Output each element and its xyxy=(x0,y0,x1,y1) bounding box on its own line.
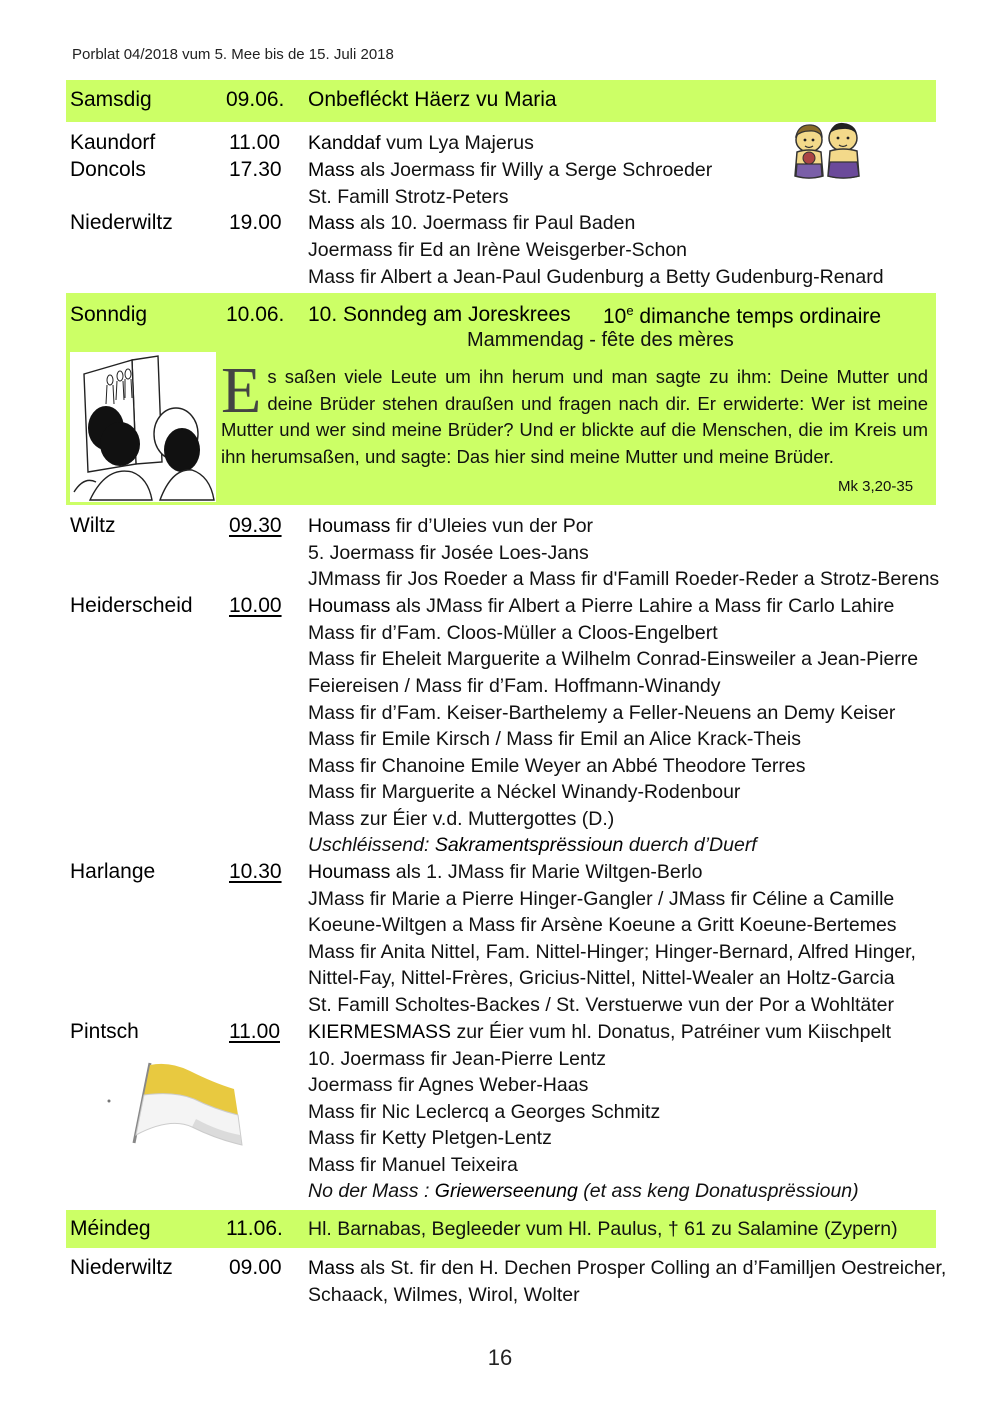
entry-line: Houmass als JMass fir Albert a Pierre Lahire a Mass fir Carlo Lahire xyxy=(308,595,895,617)
date-saturday: 09.06. xyxy=(226,88,285,111)
gospel-illustration xyxy=(70,352,216,502)
place-niederwiltz: Niederwiltz xyxy=(70,211,173,234)
time-wiltz: 09.30 xyxy=(229,514,282,537)
entry-line: Joermass fir Agnes Weber-Haas xyxy=(308,1074,589,1096)
entry-line: Feiereisen / Mass fir d’Fam. Hoffmann-Winandy xyxy=(308,675,721,697)
entry-line: St. Famill Scholtes-Backes / St. Verstuerwe vun der Por a Wohltäter xyxy=(308,994,894,1016)
entry-line: 10. Joermass fir Jean-Pierre Lentz xyxy=(308,1048,607,1070)
entry-line: Mass fir Albert a Jean-Paul Gudenburg a Betty Gudenburg-Renard xyxy=(308,266,884,288)
time-niederwiltz: 19.00 xyxy=(229,211,282,234)
gospel-illustration-frame xyxy=(70,352,216,502)
time-heiderscheid: 10.00 xyxy=(229,594,282,617)
entry-line: Mass fir Anita Nittel, Fam. Nittel-Hinger; Hinger-Bernard, Alfred Hinger, xyxy=(308,941,916,963)
place-harlange: Harlange xyxy=(70,860,156,883)
entry-note: Uschléissend: Sakramentsprëssioun duerch d’Duerf xyxy=(308,834,757,856)
entry-line: Kanddaf vum Lya Majerus xyxy=(308,132,534,154)
entry-line: St. Famill Strotz-Peters xyxy=(308,186,509,208)
entry-line: Mass fir d’Fam. Keiser-Barthelemy a Feller-Neuens an Demy Keiser xyxy=(308,702,896,724)
entry-line: Mass fir Chanoine Emile Weyer an Abbé Theodore Terres xyxy=(308,755,806,777)
time-pintsch: 11.00 xyxy=(229,1020,280,1043)
time-doncols: 17.30 xyxy=(229,158,282,181)
gospel-reference: Mk 3,20-35 xyxy=(838,478,914,495)
entry-line: 5. Joermass fir Josée Loes-Jans xyxy=(308,542,589,564)
day-saturday: Samsdig xyxy=(70,88,152,111)
entry-line: Mass zur Éier v.d. Muttergottes (D.) xyxy=(308,808,615,830)
title-saturday: Onbefléckt Häerz vu Maria xyxy=(308,88,557,111)
place-wiltz: Wiltz xyxy=(70,514,116,537)
entry-line: Mass als Joermass fir Willy a Serge Schroeder xyxy=(308,159,713,181)
place-pintsch: Pintsch xyxy=(70,1020,139,1043)
date-sunday: 10.06. xyxy=(226,303,285,326)
time-kaundorf: 11.00 xyxy=(229,131,280,154)
time-harlange: 10.30 xyxy=(229,860,282,883)
entry-line: JMass fir Marie a Pierre Hinger-Gangler / JMass fir Céline a Camille xyxy=(308,888,895,910)
flag-illustration xyxy=(104,1055,250,1155)
gospel-dropcap: E xyxy=(221,354,262,427)
header-line: Porblat 04/2018 vum 5. Mee bis de 15. Juli 2018 xyxy=(72,46,394,63)
place-kaundorf: Kaundorf xyxy=(70,131,156,154)
time-niederwiltz-monday: 09.00 xyxy=(229,1256,282,1279)
entry-line: Mass fir Manuel Teixeira xyxy=(308,1154,518,1176)
entry-line: JMmass fir Jos Roeder a Mass fir d'Famill Roeder-Reder a Strotz-Berens xyxy=(308,568,940,590)
subtitle-sunday: Mammendag - fête des mères xyxy=(467,329,734,351)
entry-line: Joermass fir Ed an Irène Weisgerber-Schon xyxy=(308,239,687,261)
title-sunday: 10. Sonndeg am Joreskrees xyxy=(308,303,571,326)
entry-line: Mass fir Eheleit Marguerite a Wilhelm Conrad-Einsweiler a Jean-Pierre xyxy=(308,648,919,670)
place-niederwiltz-monday: Niederwiltz xyxy=(70,1256,173,1279)
entry-line: Mass als St. fir den H. Dechen Prosper Colling an d’Familljen Oestreicher, xyxy=(308,1257,947,1279)
place-heiderscheid: Heiderscheid xyxy=(70,594,193,617)
entry-note: No der Mass : Griewerseenung (et ass keng Donatusprëssioun) xyxy=(308,1180,859,1202)
entry-line: Koeune-Wiltgen a Mass fir Arsène Koeune a Gritt Koeune-Bertemes xyxy=(308,914,897,936)
entry-line: Mass fir Nic Leclercq a Georges Schmitz xyxy=(308,1101,661,1123)
entry-line: Mass fir Marguerite a Néckel Winandy-Rodenbour xyxy=(308,781,741,803)
page-number: 16 xyxy=(487,1345,513,1370)
place-doncols: Doncols xyxy=(70,158,146,181)
entry-line: Mass fir Ketty Pletgen-Lentz xyxy=(308,1127,552,1149)
gospel-text: Es saßen viele Leute um ihn herum und man sagte zu ihm: Deine Mutter und deine Brüder stehen draußen und fragen nach dir. Er erwiderte: Wer ist meine Mutter und wer sind meine Brüder? Und er blickte auf die Menschen, die im Kreis um ihn herumsaßen, und sagte: Das hier sind meine Mutter und meine Brüder. xyxy=(221,354,928,467)
day-monday: Méindeg xyxy=(70,1217,151,1240)
date-monday: 11.06. xyxy=(226,1217,283,1240)
entry-line: Nittel-Fay, Nittel-Frères, Gricius-Nittel, Nittel-Wealer an Holtz-Garcia xyxy=(308,967,895,989)
entry-line: KIERMESMASS zur Éier vum hl. Donatus, Patréiner vum Kiischpelt xyxy=(308,1021,892,1043)
day-sunday: Sonndig xyxy=(70,303,148,326)
entry-line: Mass fir d’Fam. Cloos-Müller a Cloos-Engelbert xyxy=(308,622,718,644)
title-sunday-fr: 10e dimanche temps ordinaire xyxy=(603,303,882,328)
entry-line: Houmass fir d’Uleies vun der Por xyxy=(308,515,594,537)
children-illustration xyxy=(787,118,867,186)
entry-line: Schaack, Wilmes, Wirol, Wolter xyxy=(308,1284,580,1306)
title-monday: Hl. Barnabas, Begleeder vum Hl. Paulus, † 61 zu Salamine (Zypern) xyxy=(308,1218,898,1240)
entry-line: Houmass als 1. JMass fir Marie Wiltgen-Berlo xyxy=(308,861,703,883)
entry-line: Mass als 10. Joermass fir Paul Baden xyxy=(308,212,636,234)
entry-line: Mass fir Emile Kirsch / Mass fir Emil an Alice Krack-Theis xyxy=(308,728,802,750)
